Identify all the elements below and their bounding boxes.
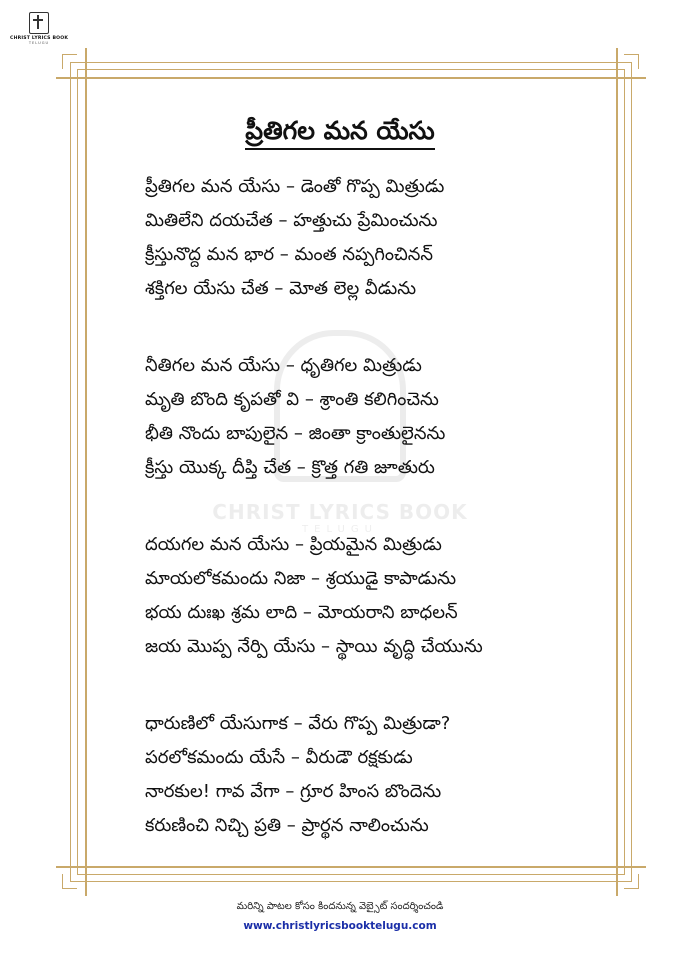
logo-sub: TELUGU — [28, 41, 50, 45]
song-title-text: ప్రీతిగల మన యేసు — [245, 116, 434, 150]
lyric-line: దయగల మన యేసు – ప్రియమైన మిత్రుడు — [145, 534, 442, 555]
stanza-1 — [145, 170, 483, 306]
bible-cross-icon — [29, 12, 49, 34]
lyric-line: క్రీస్తు యొక్క దీప్తి చేత – క్రొత్త గతి జూతురు — [145, 457, 435, 478]
lyric-line: ప్రీతిగల మన యేసు – డెంతో గొప్ప మిత్రుడు — [145, 176, 445, 197]
watermark-name: CHRIST LYRICS BOOK — [212, 500, 468, 524]
lyric-line: భీతి నొందు బాపులైన – జింతా క్రాంతులైనను — [145, 423, 446, 444]
stanza-3 — [145, 528, 483, 664]
lyric-line: క్రీస్తునొద్ద మన భార – మంత నప్పగించినన్ — [145, 244, 434, 265]
lyric-line: జయ మొప్ప నేర్పి యేసు – స్థాయి వృద్ధి చేయును — [145, 636, 483, 657]
song-title — [0, 116, 680, 152]
lyric-line: ధారుణిలో యేసుగాక – వేరు గొప్ప మిత్రుడా? — [145, 713, 451, 734]
lyric-line: మాయలోకమందు నిజా – శ్రయుడై కాపాడును — [145, 568, 457, 589]
website-link[interactable]: www.christlyricsbooktelugu.com — [243, 920, 437, 932]
frame-line-top — [56, 77, 646, 79]
frame-line-left — [85, 48, 87, 896]
lyric-line: మృతి బొంది కృపతో వి – శ్రాంతి కలిగించెను — [145, 389, 439, 410]
frame-line-right — [616, 48, 618, 896]
lyric-line: నారకుల! గావ వేగా – గ్రూర హింస బొందెను — [145, 781, 442, 802]
stanza-2 — [145, 349, 483, 485]
lyric-line: భయ దుఃఖ శ్రమ లాది – మోయరాని బాధలన్ — [145, 602, 458, 623]
lyric-line: శక్తిగల యేసు చేత – మోత లెల్ల వీడును — [145, 278, 417, 299]
lyric-line: పరలోకమందు యేసే – వీరుడౌ రక్షకుడు — [145, 747, 413, 768]
frame-corner-top-right — [624, 54, 639, 69]
lyric-line: మితిలేని దయచేత – హత్తుచు ప్రేమించును — [145, 210, 438, 231]
logo-name: CHRIST LYRICS BOOK — [10, 36, 69, 41]
watermark-sub: TELUGU — [302, 524, 378, 535]
lyric-line: నీతిగల మన యేసు – ధృతిగల మిత్రుడు — [145, 355, 422, 376]
lyrics-body — [145, 170, 483, 886]
lyric-line: కరుణించి నిచ్చి ప్రతి – ప్రార్థన నాలించును — [145, 815, 429, 836]
frame-corner-bottom-left — [62, 874, 77, 889]
frame-corner-top-left — [62, 54, 77, 69]
stanza-4 — [145, 707, 483, 843]
footer-note: మరిన్ని పాటల కోసం కిందనున్న వెబ్సైట్ సందర్శించండి — [236, 901, 444, 912]
site-logo — [10, 12, 68, 45]
frame-corner-bottom-right — [624, 874, 639, 889]
